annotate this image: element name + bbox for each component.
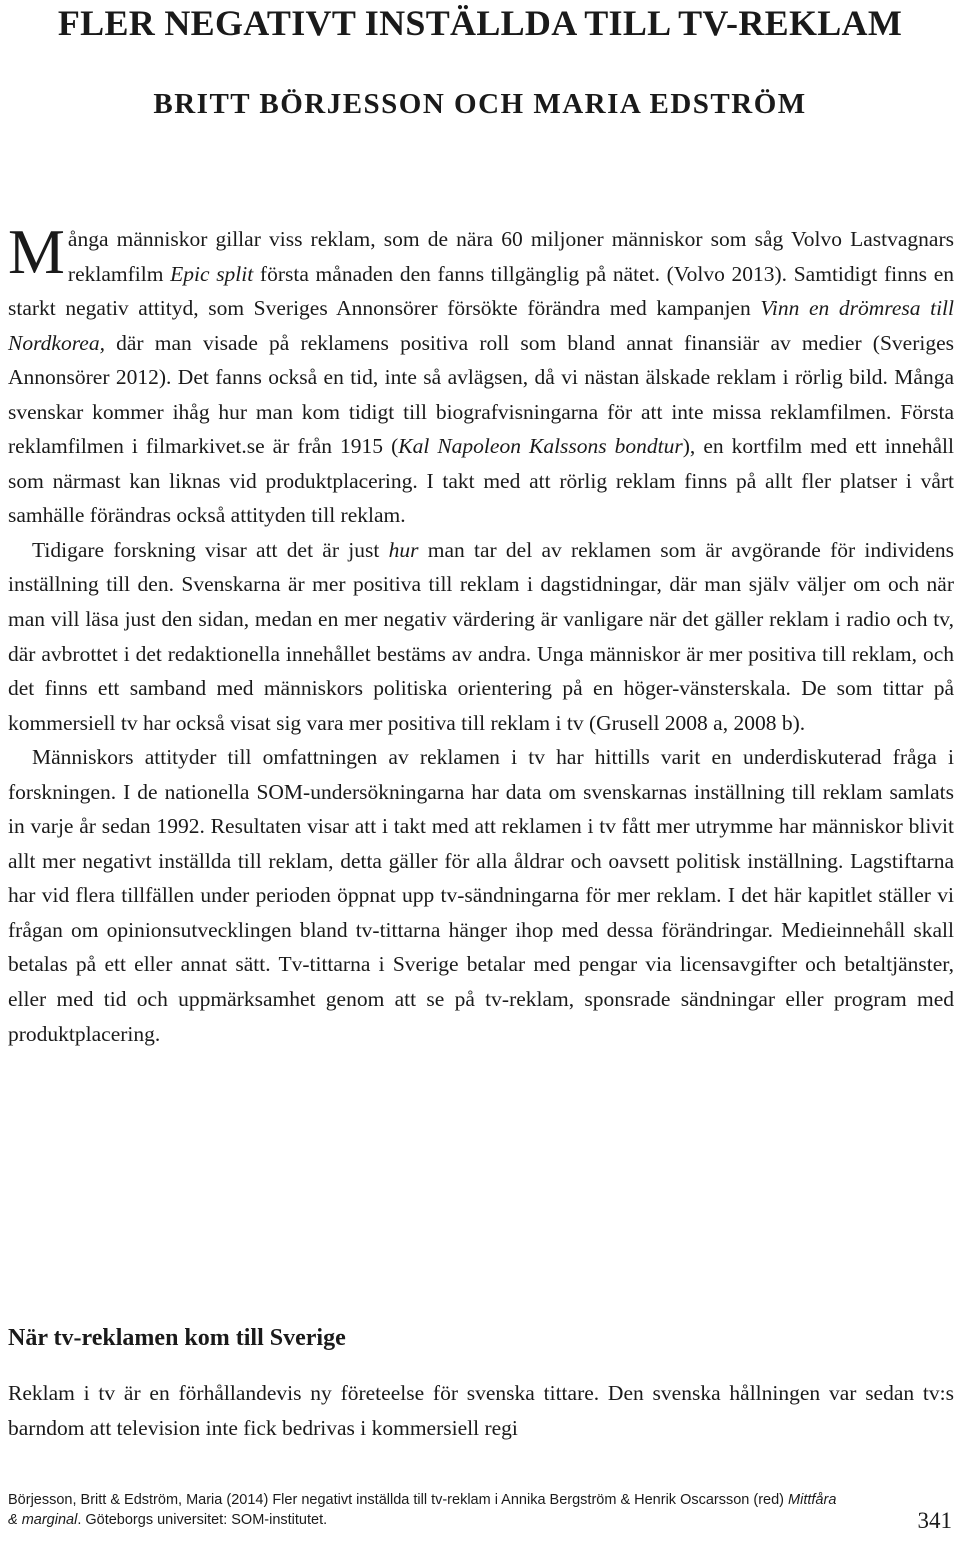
italic-campaign-title: Vinn en drömresa till Nordkorea, xyxy=(8,296,954,355)
italic-film-title: Epic split xyxy=(170,261,254,286)
paragraph-text: första månaden den fanns tillgänglig på nätet. (Volvo 2013). Samtidigt finns en starkt negativ attityd, som Sveriges Annonsörer försökte förändra med kampanjen xyxy=(8,261,954,321)
citation-text: . Göteborgs universitet: SOM-institutet. xyxy=(77,1512,328,1528)
italic-film-title: Kal Napoleon Kalssons bondtur xyxy=(398,434,683,459)
body-text xyxy=(8,216,954,1051)
chapter-title: FLER NEGATIVT INSTÄLLDA TILL TV-REKLAM xyxy=(57,3,903,43)
paragraph-text: man tar del av reklamen som är avgörande för individens inställning till den. Svenskarna är mer positiva till reklam i dagstidningar, där man själv väljer om och när man vill läsa just den sidan, medan en mer negativ värdering är vanligare när det gäller reklam i radio och tv, där avbrottet i det redaktionella innehållet bestäms av andra. Unga människor är mer positiva till reklam, och det finns ett samband med människors politiska orientering på en höger-vänsterskala. De som tittar på kommersiell tv har också visat sig vara mer positiva till reklam i tv (Grusell 2008 a, 2008 b). xyxy=(8,537,954,735)
page-number: 341 xyxy=(917,1508,952,1533)
paragraph-text: ånga människor gillar viss reklam, som de nära 60 miljoner människor som såg Volvo Lastvagnars reklamfilm xyxy=(67,227,954,286)
paragraph-intro xyxy=(8,216,954,533)
section-heading: När tv-reklamen kom till Sverige xyxy=(8,1325,346,1351)
section-body xyxy=(8,1376,954,1445)
section-paragraph: Reklam i tv är en förhållandevis ny företeelse för svenska tittare. Den svenska hållningen var sedan tv:s barndom att television inte fick bedrivas i kommersiell regi xyxy=(8,1381,954,1440)
paragraph-text: där man visade på reklamens positiva roll som bland annat finansiär av medier (Sveriges Annonsörer 2012). Det fanns också en tid, inte så avlägsen, då vi nästan älskade reklam i rörlig bild. Många svenskar kommer ihåg hur man kom tidigt till biografvisningarna för att inte missa reklamfilmen. Första reklamfilmen i filmarkivet.se är från 1915 ( xyxy=(8,330,954,459)
footer-citation xyxy=(8,1490,848,1530)
citation-text: Börjesson, Britt & Edström, Maria (2014) Fler negativt inställda till tv-reklam i Annika Bergström & Henrik Oscarsson (red) xyxy=(8,1492,789,1508)
italic-emphasis: hur xyxy=(388,537,419,562)
chapter-authors: BRITT BÖRJESSON OCH MARIA EDSTRÖM xyxy=(153,88,807,120)
paragraph-research xyxy=(8,533,954,740)
drop-cap: M xyxy=(8,216,65,287)
citation-book-title: Mittfåra & marginal xyxy=(8,1492,837,1528)
paragraph-attitudes: Människors attityder till omfattningen av reklamen i tv har hittills varit en underdiskuterad fråga i forskningen. I de nationella SOM-undersökningarna har data om svenskarnas inställning till reklam samlats in varje år sedan 1992. Resultaten visar att i takt med att reklamen i tv fått mer utrymme har människor blivit allt mer negativt inställda till reklam, detta gäller för alla åldrar och oavsett politisk inställning. Lagstiftarna har vid flera tillfällen under perioden öppnat upp tv-sändningarna för mer reklam. I det här kapitlet ställer vi frågan om opinionsutvecklingen bland tv-tittarna hänger ihop med dessa förändringar. Medieinnehåll skall betalas på ett eller annat sätt. Tv-tittarna i Sverige betalar med pengar via licensavgifter och betaltjänster, eller med tid och uppmärksamhet genom att se på tv-reklam, sponsrade sändningar eller program med produktplacering. xyxy=(8,745,954,1046)
paragraph-text: Tidigare forskning visar att det är just xyxy=(32,537,389,562)
paragraph-text: ), en kortfilm med ett innehåll som närmast kan liknas vid produktplacering. I takt med att rörlig reklam finns på allt fler platser i vårt samhälle förändras också attityden till reklam. xyxy=(8,434,954,528)
